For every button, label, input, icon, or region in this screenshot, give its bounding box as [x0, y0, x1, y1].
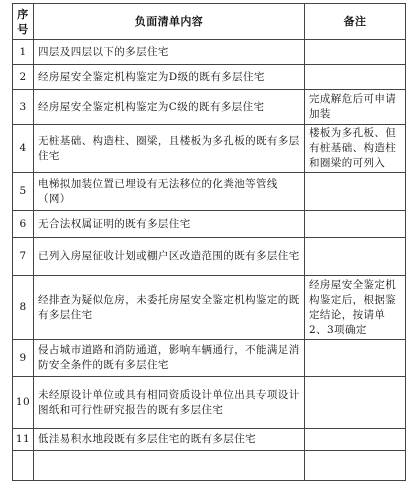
table-row — [13, 65, 406, 90]
table-row — [13, 238, 406, 276]
header-num: 序号 — [13, 4, 34, 40]
row-num: 3 — [13, 90, 34, 125]
header-note: 备注 — [305, 4, 406, 40]
row-note — [305, 238, 406, 276]
row-note: 楼板为多孔板、但有桩基础、构造柱和圈梁的可列入 — [305, 125, 406, 173]
row-note — [305, 377, 406, 429]
table-row — [13, 276, 406, 340]
row-num: 10 — [13, 377, 34, 429]
table-header-row — [13, 4, 406, 40]
row-content: 经排查为疑似危房，未委托房屋安全鉴定机构鉴定的既有多层住宅 — [34, 276, 305, 340]
row-content: 无桩基础、构造柱、圈梁，且楼板为多孔板的既有多层住宅 — [34, 125, 305, 173]
row-num: 4 — [13, 125, 34, 173]
row-content: 未经原设计单位或具有相同资质设计单位出具专项设计图纸和可行性研究报告的既有多层住宅 — [34, 377, 305, 429]
row-num: 5 — [13, 173, 34, 211]
row-num: 7 — [13, 238, 34, 276]
row-note — [305, 429, 406, 451]
row-content: 无合法权属证明的既有多层住宅 — [34, 211, 305, 238]
table-row — [13, 429, 406, 451]
header-content: 负面清单内容 — [34, 4, 305, 40]
row-num: 8 — [13, 276, 34, 340]
row-num: 1 — [13, 40, 34, 65]
row-num: 9 — [13, 340, 34, 377]
table-row — [13, 451, 406, 481]
row-content: 侵占城市道路和消防通道，影响车辆通行，不能满足消防安全条件的既有多层住宅 — [34, 340, 305, 377]
row-note — [305, 65, 406, 90]
row-num: 2 — [13, 65, 34, 90]
table-row — [13, 377, 406, 429]
row-note — [305, 340, 406, 377]
row-num: 6 — [13, 211, 34, 238]
row-note: 经房屋安全鉴定机构鉴定后，根据鉴定结论，按请单2、3项确定 — [305, 276, 406, 340]
table-row — [13, 340, 406, 377]
row-note — [305, 40, 406, 65]
row-note — [305, 211, 406, 238]
row-num: 11 — [13, 429, 34, 451]
row-content: 经房屋安全鉴定机构鉴定为C级的既有多层住宅 — [34, 90, 305, 125]
row-note: 完成解危后可申请加装 — [305, 90, 406, 125]
negative-list-table — [12, 3, 406, 481]
row-content: 低洼易积水地段既有多层住宅的既有多层住宅 — [34, 429, 305, 451]
row-note — [305, 173, 406, 211]
table-row — [13, 90, 406, 125]
row-content: 电梯拟加装位置已埋设有无法移位的化粪池等管线（网） — [34, 173, 305, 211]
row-content: 四层及四层以下的多层住宅 — [34, 40, 305, 65]
table-row — [13, 211, 406, 238]
row-content: 经房屋安全鉴定机构鉴定为D级的既有多层住宅 — [34, 65, 305, 90]
table-row — [13, 40, 406, 65]
row-content: 已列入房屋征收计划或棚户区改造范围的既有多层住宅 — [34, 238, 305, 276]
table-row — [13, 173, 406, 211]
table-row — [13, 125, 406, 173]
